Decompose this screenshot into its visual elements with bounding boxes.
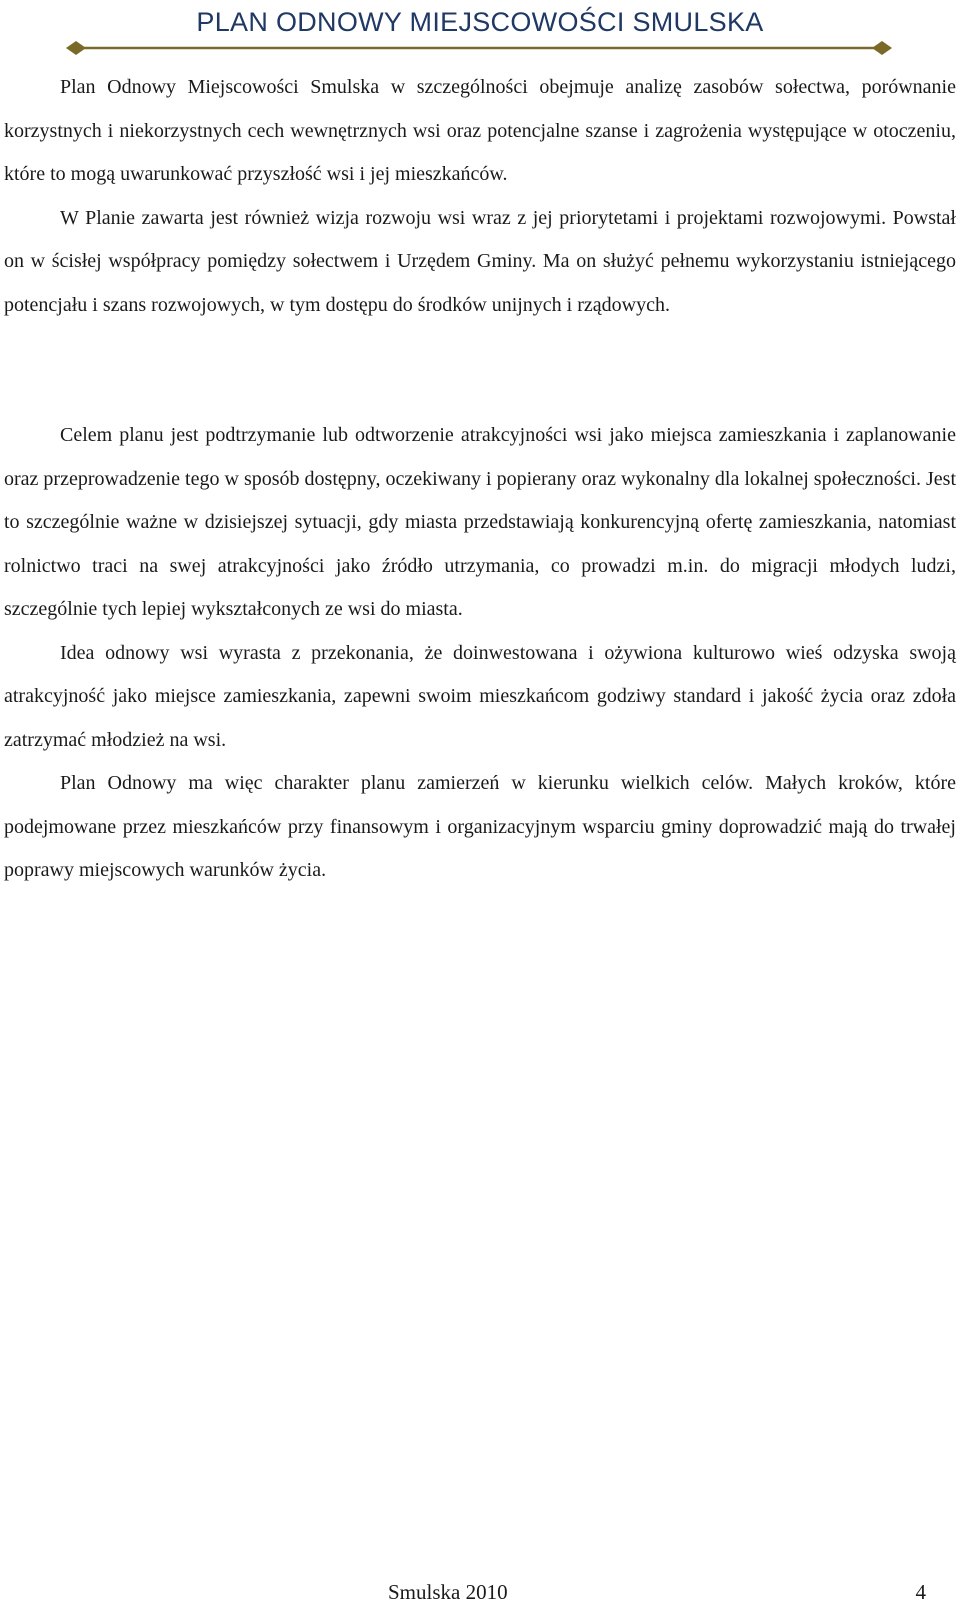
- document-body: [4, 66, 956, 893]
- body-paragraph: Idea odnowy wsi wyrasta z przekonania, że doinwestowana i ożywiona kulturowo wieś odzyska swoją atrakcyjność jako miejsce zamieszkania, zapewni swoim mieszkańcom godziwy standard i jakość życia oraz zdoła zatrzymać młodzież na wsi.: [4, 641, 956, 751]
- decorative-header-rule: [66, 38, 892, 58]
- page-footer: [0, 1578, 960, 1610]
- body-paragraph: Plan Odnowy ma więc charakter planu zamierzeń w kierunku wielkich celów. Małych kroków, które podejmowane przez mieszkańców przy finansowym i organizacyjnym wsparciu gminy doprowadzić mają do trwałej poprawy miejscowych warunków życia.: [4, 772, 956, 881]
- page-number: 4: [915, 1580, 926, 1604]
- footer-text: Smulska 2010: [388, 1580, 508, 1604]
- body-paragraph: W Planie zawarta jest również wizja rozwoju wsi wraz z jej priorytetami i projektami rozwojowymi. Powstał on w ścisłej współpracy pomiędzy sołectwem i Urzędem Gminy. Ma on służyć pełnemu wykorzystaniu istniejącego potencjału i szans rozwojowych, w tym dostępu do środków unijnych i rządowych.: [4, 206, 956, 316]
- body-paragraph: Plan Odnowy Miejscowości Smulska w szczególności obejmuje analizę zasobów sołectwa, porównanie korzystnych i niekorzystnych cech wewnętrznych wsi oraz potencjalne szanse i zagrożenia występujące w otoczeniu, które to mogą uwarunkować przyszłość wsi i jej mieszkańców.: [4, 76, 956, 185]
- document-title: PLAN ODNOWY MIEJSCOWOŚCI SMULSKA: [196, 7, 764, 37]
- body-paragraph: Celem planu jest podtrzymanie lub odtworzenie atrakcyjności wsi jako miejsca zamieszkania i zaplanowanie oraz przeprowadzenie tego w sposób dostępny, oczekiwany i popierany oraz wykonalny dla lokalnej społeczności. Jest to szczególnie ważne w dzisiejszej sytuacji, gdy miasta przedstawiają konkurencyjną ofertę zamieszkania, natomiast rolnictwo traci na swej atrakcyjności jako źródło utrzymania, co prowadzi m.in. do migracji młodych ludzi, szczególnie tych lepiej wykształconych ze wsi do miasta.: [4, 424, 956, 620]
